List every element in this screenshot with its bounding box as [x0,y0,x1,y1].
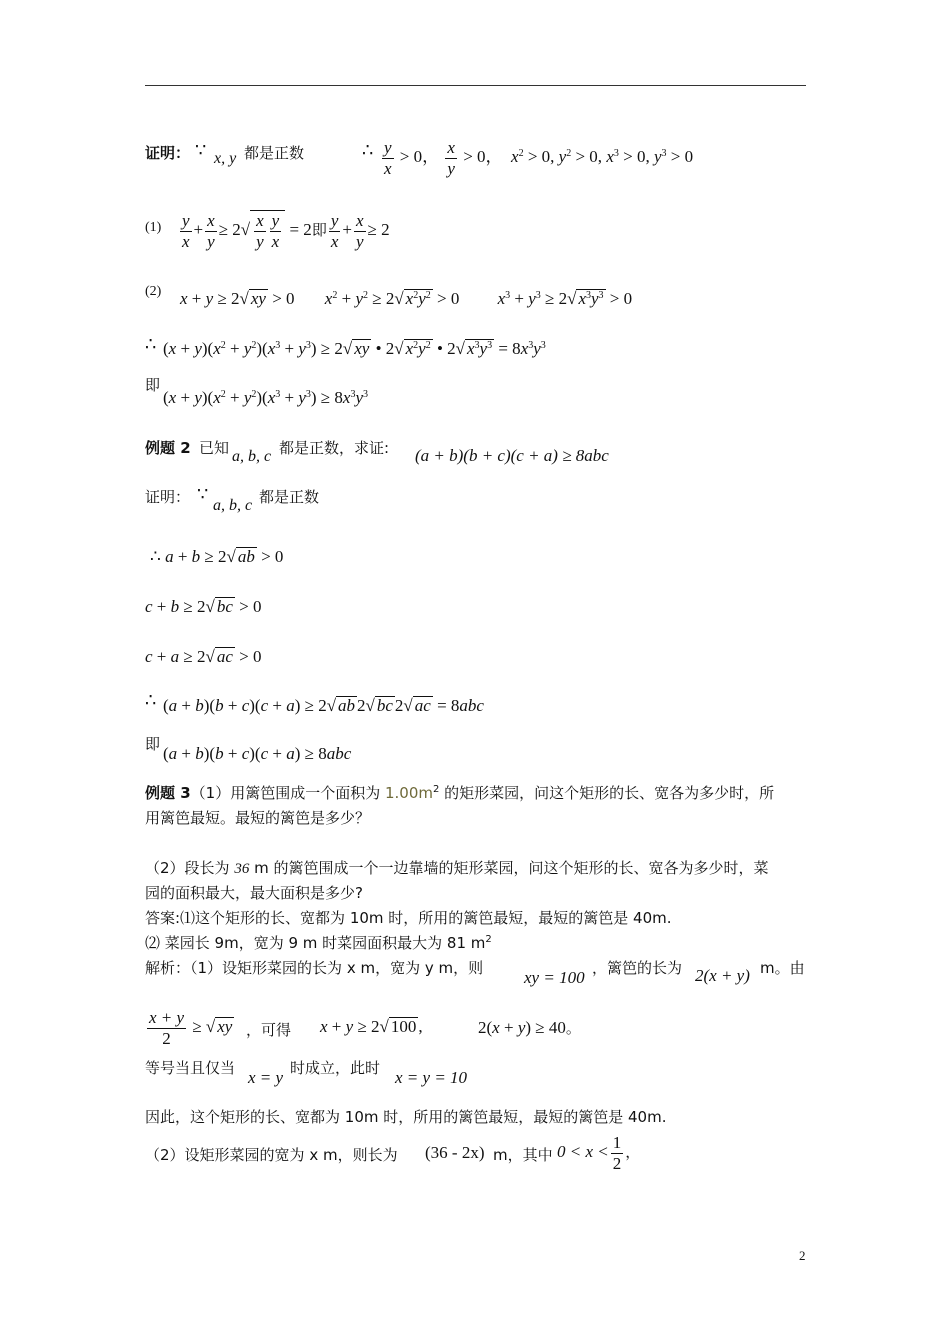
given-text: 已知 [199,439,230,457]
header-rule [145,85,806,86]
analysis-fence: ，篱笆的长为 [592,959,683,977]
answer-1: 答案:⑴这个矩形的长、宽都为 10m 时，所用的篱笆最短，最短的篱笆是 40m. [145,909,672,927]
example3-q1-line2: 用篱笆最短。最短的篱笆是多少？ [145,809,371,827]
step2-label: (2) [145,284,162,299]
because-symbol: ∵ [195,140,207,161]
analysis-you: m。由 [760,959,805,977]
answer-2: ⑵ 菜园长 9m，宽为 9 m 时菜园面积最大为 81 $m^2$ [145,934,492,952]
are-positive-2: 都是正数 [259,488,320,506]
part2-range: 0 < x < $\frac{1}{2}$ ， [557,1133,641,1173]
example2-claim: (a + b)(b + c)(c + a) ≥ 8abc [415,446,609,465]
example3-q2-line1: （2）段长为 36 m 的篱笆围成一个一边靠墙的矩形菜园，问这个矩形的长、宽各为多少时，菜 [145,859,769,877]
analysis-length: 2(x + y) [695,966,750,985]
therefore-symbol-3: ∴ [145,690,157,711]
result-1: $(x + y)(x^2 + y^2)(x^3 + y^3) \ge 8x^3y^3$ [163,388,368,407]
abc-vars-2: a, b, c [213,497,253,514]
example3-q2-line2: 园的面积最大，最大面积是多少? [145,884,363,902]
proof-label: 证明： [145,144,191,162]
ji-label: 即 [145,376,161,394]
keyide: ，可得 [246,1021,292,1039]
eq-condition-x: x = y [248,1068,284,1087]
ji-label-2: 即 [145,735,161,753]
analysis-line: 解析：（1）设矩形菜园的长为 x m，宽为 y m，则 [145,959,484,977]
part2-where: m，其中 [493,1146,553,1164]
eq-condition: 等号当且仅当 [145,1059,236,1077]
product-inequality: $(x + y)(x^2 + y^2)(x^3 + y^3) \ge 2√$ xy • 2√ $x^2y^2$ • 2√ $x^3y^3 = 8x^3y^3$ [163,339,546,358]
abc-vars: a, b, c [232,448,272,465]
ineq-perimeter: 2(x + y) ≥ 40。 [478,1018,581,1037]
eq-condition-val: x = y = 10 [395,1068,468,1087]
ineq-ab: ∴ a + b ≥ 2√ ab > 0 [150,547,284,566]
step2-math: x + y ≥ 2√ xy > 0 $x^2 + y^2 \ge 2√$ $x^2y^2 > 0$ $x^3 + y^3 \ge 2√$ $x^3y^3 > 0$ [180,289,633,308]
example3-q1-line1: 例题 3（1）用篱笆围成一个面积为 $1.00m^2$ 的矩形菜园，问这个矩形的长、宽各为多少时，所 [145,784,775,802]
eq-condition-b: 时成立，此时 [290,1059,381,1077]
am-gm: $\frac{x + y}{2}$ ≥ √ xy [149,1008,233,1048]
proof-line-math: $\frac{y}{x}$ > 0， $\frac{x}{y}$ > 0， $x^2 > 0$, $y^2 > 0$, $x^3 > 0$, $y^3 > 0$ [384,138,694,178]
because-symbol-2: ∵ [197,484,209,505]
ineq-sum: x + y ≥ 2√ 100 , [320,1017,423,1036]
analysis-xy: xy = 100 [524,968,585,987]
part2-length: (36 - 2x) [425,1143,485,1162]
ineq-bc: c + b ≥ 2√ bc > 0 [145,597,262,616]
conclusion: 因此，这个矩形的长、宽都为 10m 时，所用的篱笆最短，最短的篱笆是 40m. [145,1108,667,1126]
xy-vars: x, y [214,150,237,167]
step1-label: (1) [145,220,162,235]
step1-math: $\frac{y}{x}$ + $\frac{x}{y}$ ≥ 2√ $\frac{x}{y}$ $\frac{y}{x}$ = 2即 $\frac{y}{x}$ + $\frac{x}{y}$ ≥ 2 [182,211,390,251]
page-number: 2 [799,1248,806,1263]
proof-label-2: 证明： [145,488,191,506]
result-abc: (a + b)(b + c)(c + a) ≥ 8abc [163,744,352,763]
example2-label: 例题 2 [145,439,191,457]
product-abc: (a + b)(b + c)(c + a) ≥ 2√ ab 2√ bc 2√ ac = 8abc [163,696,484,715]
therefore-symbol: ∴ [362,140,374,161]
ineq-ac: c + a ≥ 2√ ac > 0 [145,647,262,666]
are-positive: 都是正数 [244,144,305,162]
part2-line: （2）设矩形菜园的宽为 x m，则长为 [145,1146,398,1164]
are-positive-prove: 都是正数，求证: [279,439,390,457]
therefore-symbol-2: ∴ [145,334,157,355]
